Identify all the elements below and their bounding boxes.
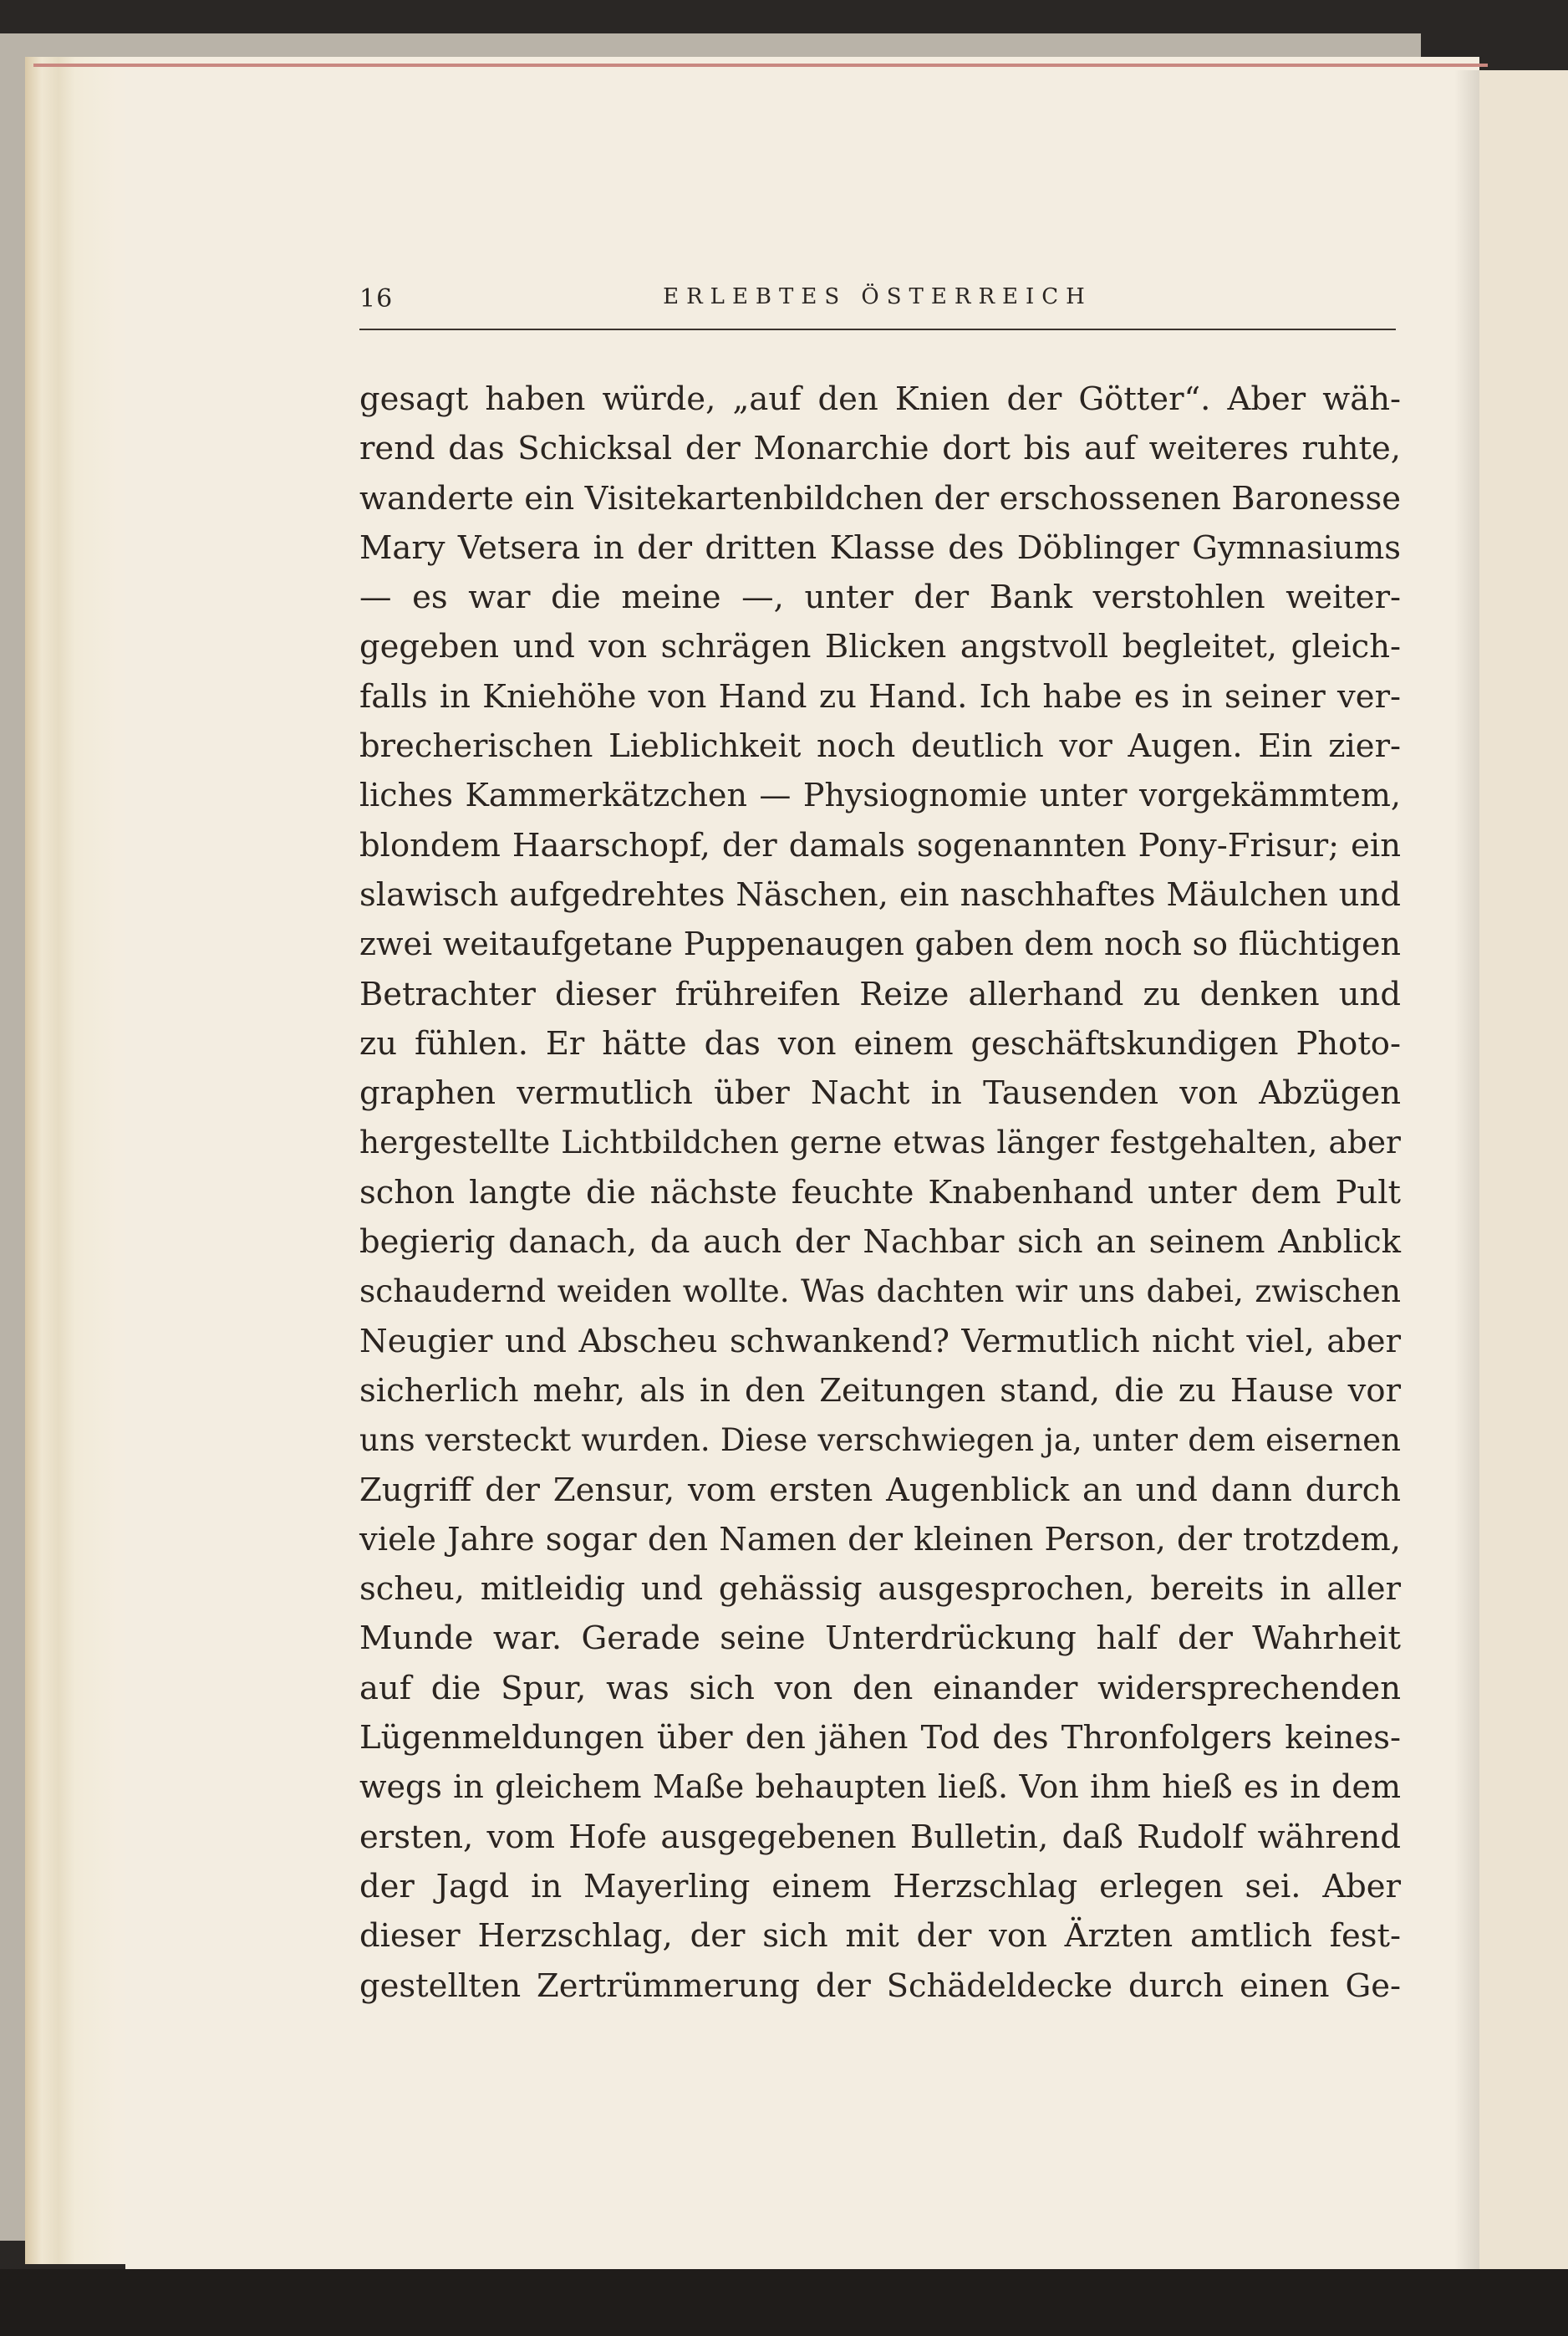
facing-page-edge (1479, 70, 1568, 2269)
running-title: ERLEBTES ÖSTERREICH (663, 284, 1092, 309)
text-line: Lügenmeldungen über den jähen Tod des Thronfolgers keines- (359, 1719, 1401, 1757)
page-top-edge (33, 64, 1488, 67)
text-line: ersten, vom Hofe ausgegebenen Bulletin, daß Rudolf während (359, 1818, 1401, 1856)
text-line: viele Jahre sogar den Namen der kleinen Person, der trotzdem, (359, 1520, 1401, 1558)
text-line: hergestellte Lichtbildchen gerne etwas länger festgehalten, aber (359, 1124, 1401, 1161)
text-line: rend das Schicksal der Monarchie dort bis auf weiteres ruhte, (359, 430, 1401, 468)
text-line: gegeben und von schrägen Blicken angstvoll begleitet, gleich- (359, 628, 1401, 666)
text-line: begierig danach, da auch der Nachbar sich an seinem Anblick (359, 1223, 1401, 1262)
text-line: dieser Herzschlag, der sich mit der von Ärzten amtlich fest- (359, 1917, 1401, 1956)
text-line: graphen vermutlich über Nacht in Tausenden von Abzügen (359, 1074, 1401, 1113)
text-line: Mary Vetsera in der dritten Klasse des Döblinger Gymnasiums (359, 528, 1401, 567)
text-line: gesagt haben würde, „auf den Knien der Götter“. Aber wäh- (359, 380, 1401, 418)
text-line: zu fühlen. Er hätte das von einem geschäftskundigen Photo- (359, 1024, 1401, 1063)
text-line: schon langte die nächste feuchte Knabenhand unter dem Pult (359, 1173, 1401, 1211)
text-line: sicherlich mehr, als in den Zeitungen stand, die zu Hause vor (359, 1371, 1401, 1410)
header-rule (359, 329, 1396, 330)
text-line: scheu, mitleidig und gehässig ausgesprochen, bereits in aller (359, 1570, 1401, 1609)
text-line: wanderte ein Visitekartenbildchen der erschossenen Baronesse (359, 479, 1401, 518)
text-line: gestellten Zertrümmerung der Schädeldecke durch einen Ge- (359, 1966, 1401, 2005)
text-line: der Jagd in Mayerling einem Herzschlag erlegen sei. Aber (359, 1867, 1401, 1905)
text-line: slawisch aufgedrehtes Näschen, ein naschhaftes Mäulchen und (359, 875, 1401, 914)
text-line: liches Kammerkätzchen — Physiognomie unter vorgekämmtem, (359, 777, 1401, 814)
text-line: Betrachter dieser frühreifen Reize allerhand zu denken und (359, 975, 1401, 1013)
text-line: schaudernd weiden wollte. Was dachten wir uns dabei, zwischen (359, 1273, 1401, 1310)
text-line: Neugier und Abscheu schwankend? Vermutlich nicht viel, aber (359, 1322, 1401, 1360)
running-head (359, 284, 1396, 334)
body-text (359, 375, 1401, 2011)
text-line: Munde war. Gerade seine Unterdrückung half der Wahrheit (359, 1619, 1401, 1658)
text-line: wegs in gleichem Maße behaupten ließ. Von ihm hieß es in dem (359, 1768, 1401, 1806)
background-table (0, 2269, 1568, 2336)
text-line: falls in Kniehöhe von Hand zu Hand. Ich habe es in seiner ver- (359, 677, 1401, 716)
text-line: — es war die meine —, unter der Bank verstohlen weiter- (359, 579, 1401, 617)
text-line: uns versteckt wurden. Diese verschwiegen ja, unter dem eisernen (359, 1422, 1401, 1459)
text-line: zwei weitaufgetane Puppenaugen gaben dem noch so flüchtigen (359, 926, 1401, 963)
text-line: auf die Spur, was sich von den einander widersprechenden (359, 1669, 1401, 1707)
text-line: Zugriff der Zensur, vom ersten Augenblick an und dann durch (359, 1471, 1401, 1509)
page-number: 16 (359, 284, 394, 314)
text-line: blondem Haarschopf, der damals sogenannten Pony-Frisur; ein (359, 826, 1401, 865)
text-line: brecherischen Lieblichkeit noch deutlich vor Augen. Ein zier- (359, 727, 1401, 766)
